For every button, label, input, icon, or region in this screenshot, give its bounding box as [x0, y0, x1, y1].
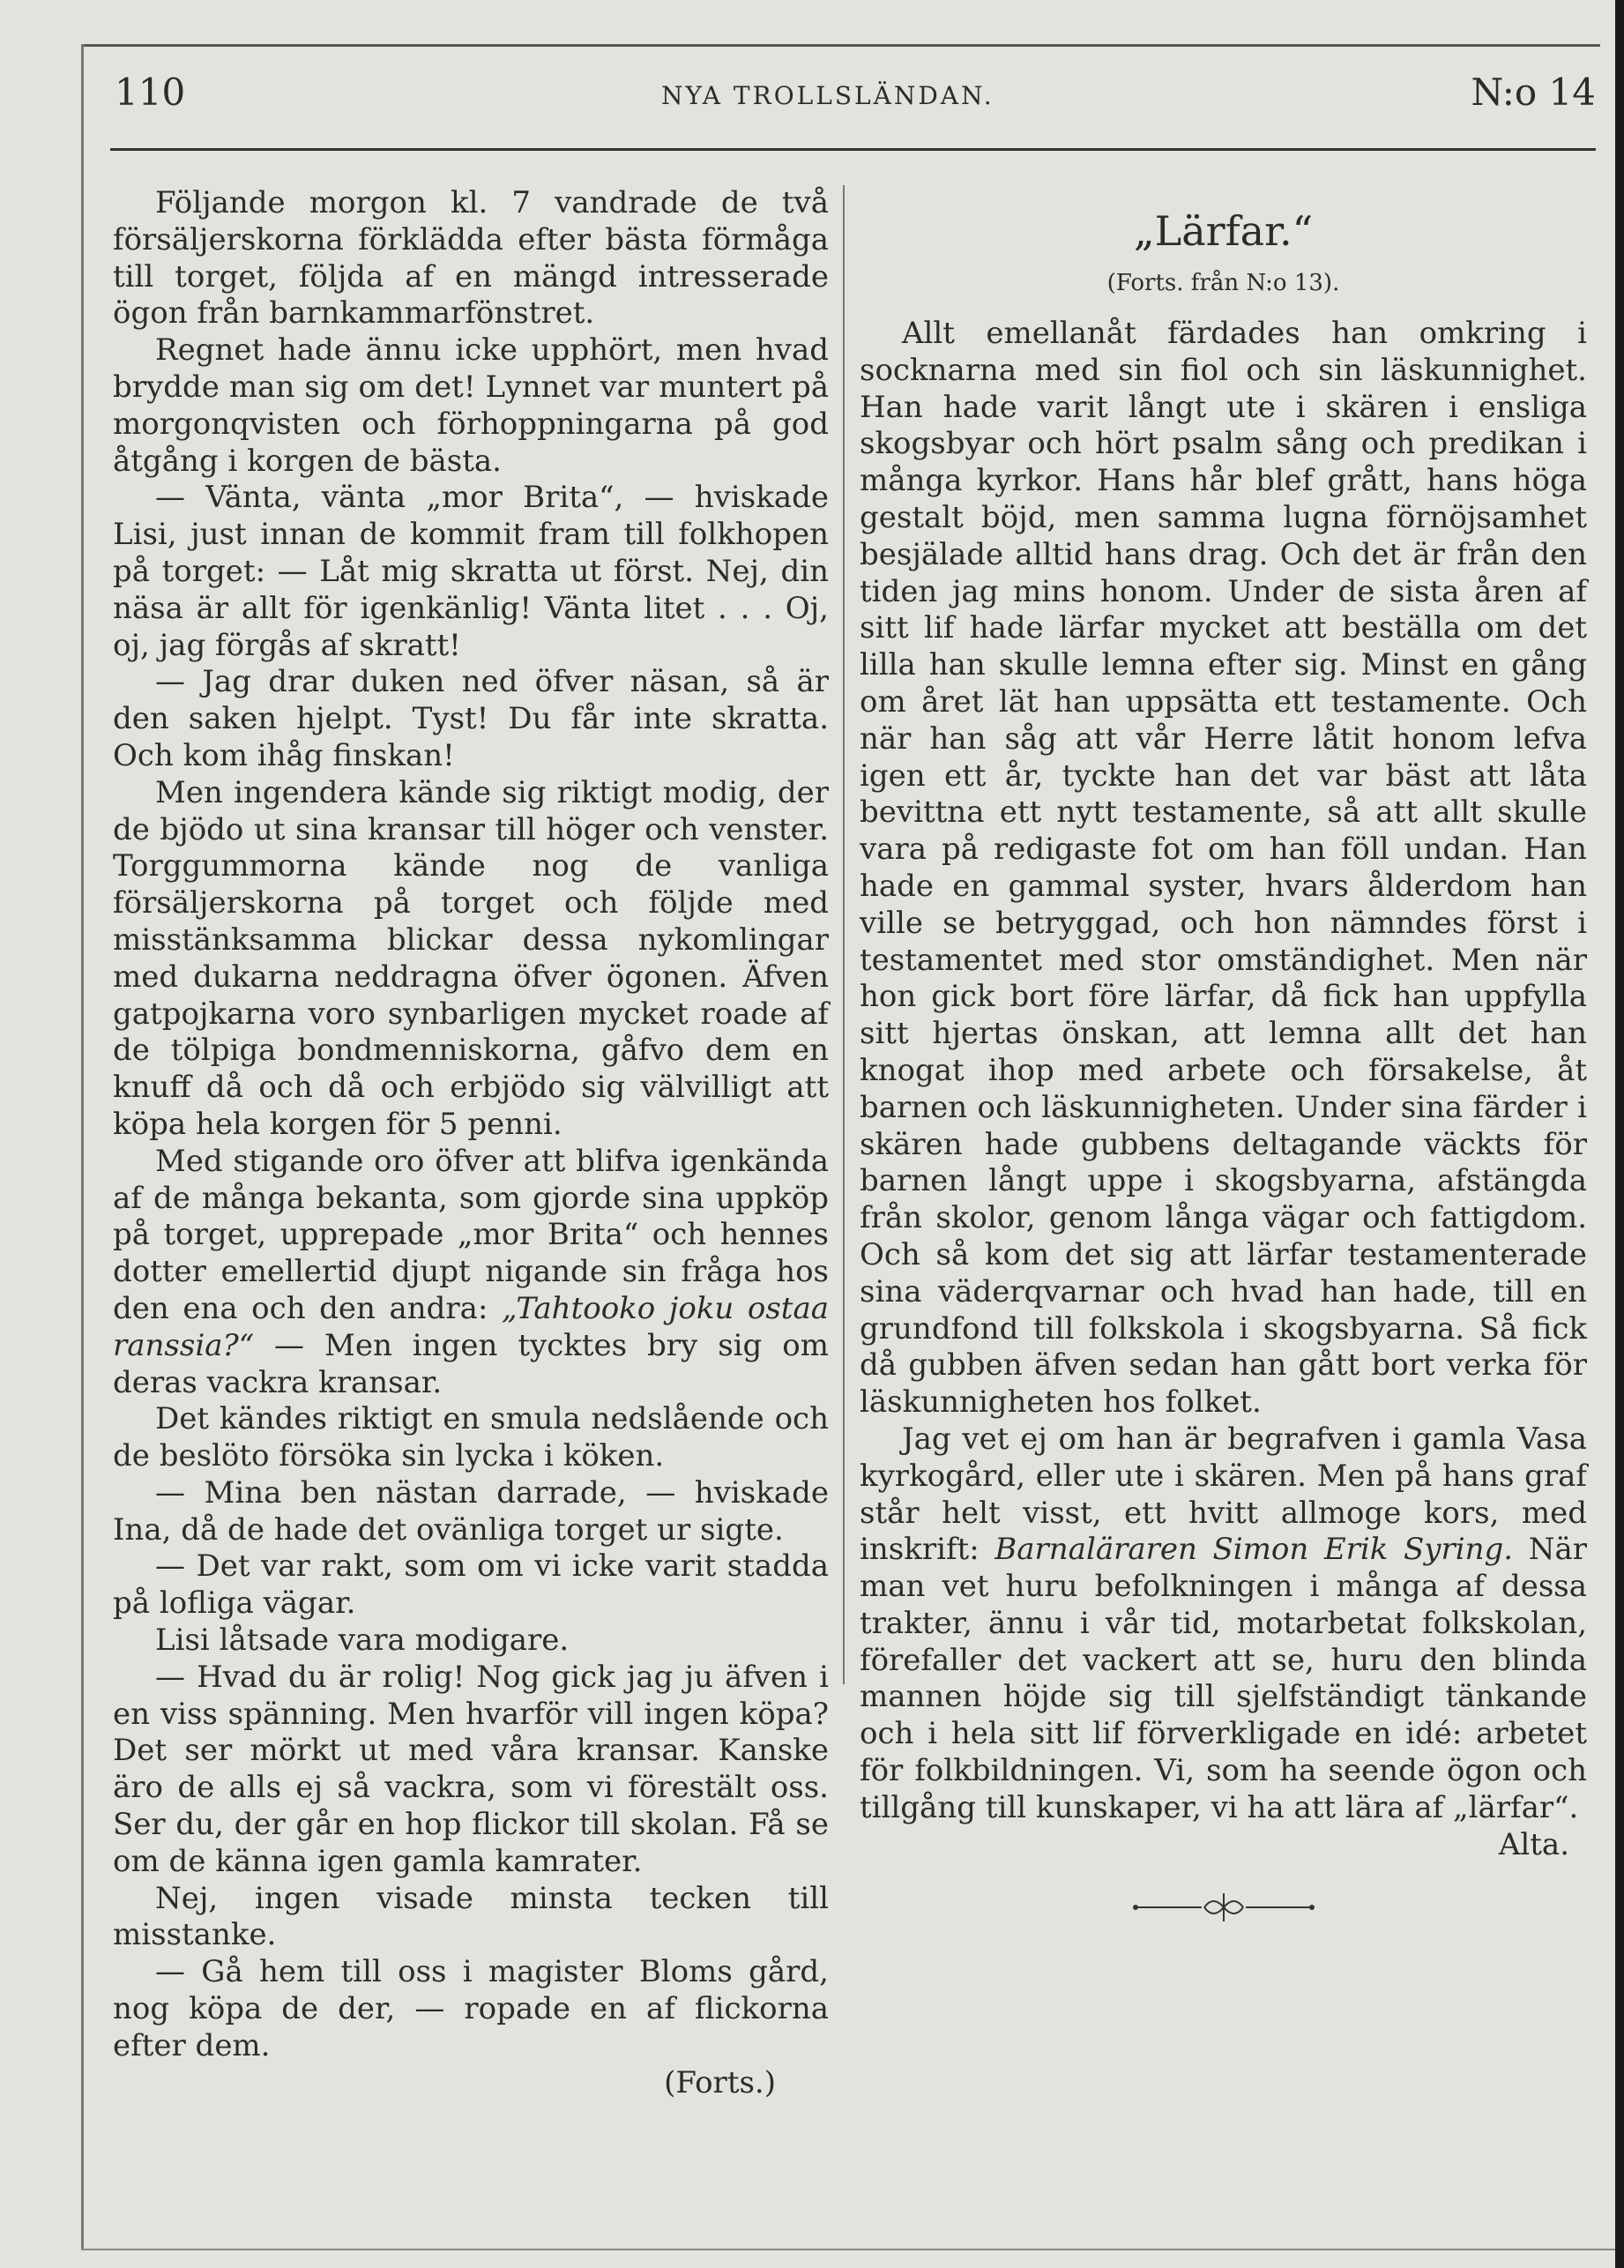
page-edge-left [81, 44, 84, 2249]
page-number: 110 [115, 71, 186, 114]
column-divider [843, 185, 845, 1684]
author-signature: Alta. [1498, 1826, 1569, 1862]
paragraph-text: — Men ingen tycktes bry sig om deras vackra kransar. [113, 1327, 829, 1400]
paragraph: — Gå hem till oss i magister Bloms gård, nog köpa de der, — ropade en af flickorna efter dem. [113, 1954, 829, 2063]
continued-line [113, 2065, 829, 2102]
article-title: „Lärfar.“ [1133, 207, 1314, 255]
grave-inscription: Barnaläraren Simon Erik Syring. [995, 1532, 1514, 1568]
continued-marker: (Forts.) [664, 2064, 776, 2100]
paragraph: Följande morgon kl. 7 vandrade de två försäljerskorna förklädda efter bästa förmåga till torget, följda af en mängd intresserade ögon från barnkammarfönstret. [113, 185, 829, 332]
paragraph: Det kändes riktigt en smula nedslående och de beslöto försöka sin lycka i köken. [113, 1401, 829, 1474]
page-edge-bottom [81, 2249, 1615, 2250]
page-header [115, 71, 1596, 123]
paragraph: — Hvad du är rolig! Nog gick jag ju äfven i en viss spänning. Men hvarför vill ingen köpa? Det ser mörkt ut med våra kransar. Kanske äro de alls ej så vackra, som vi förestält oss. Ser du, der går en hop flickor till skolan. Få se om de känna igen gamla kamrater. [113, 1659, 829, 1879]
paragraph-text: Jag vet ej om han är begrafven i gamla Vasa kyrkogård, eller ute i skären. Men på hans graf står helt visst, ett hvitt allmoge kors, med inskrift: [860, 1421, 1587, 1568]
paragraph-with-finnish [113, 1144, 829, 1402]
paragraph-text: Med stigande oro öfver att blifva igenkända af de många bekanta, som gjorde sina uppköp på torget, upprepade „mor Brita“ och hennes dotter emellertid djupt nigande sin fråga hos den ena och den andra: [113, 1143, 829, 1326]
header-rule [110, 148, 1596, 151]
right-column [860, 185, 1587, 1925]
finnish-phrase: „Tahtooko joku ostaa ranssia?“ [113, 1290, 829, 1363]
ornament-icon [1127, 1890, 1321, 1925]
paragraph: — Mina ben nästan darrade, — hviskade Ina, då de hade det ovänliga torget ur sigte. [113, 1474, 829, 1548]
paragraph: Allt emellanåt färdades han omkring i socknarna med sin fiol och sin läskunnighet. Han hade varit långt ute i skären i ensliga skogsbyar och hört psalm sång och predikan i många kyrkor. Hans hår blef grått, hans höga gestalt böjd, men samma lugna förnöjsamhet besjälade alltid hans drag. Och det är från den tiden jag mins honom. Under de sista åren af sitt lif hade lärfar mycket att beställa om det lilla han skulle lemna efter sig. Minst en gång om året lät han uppsätta ett testamente. Och när han såg att vår Herre låtit honom lefva igen ett år, tyckte han det var bäst att låta bevittna ett nytt testamente, så att allt skulle vara på redigaste fot om han föll undan. Han hade en gammal syster, hvars ålderdom han ville se betryggad, och hon nämndes först i testamentet med stor omständighet. Men när hon gick bort före lärfar, då fick han uppfylla sitt hjertas önskan, att lemna allt det han knogat ihop med arbete och försakelse, åt barnen och läskunnigheten. Under sina färder i skären hade gubbens deltagande väckts för barnen långt uppe i skogsbyarna, afstängda från skolor, genom långa vägar och fattigdom. Och så kom det sig att lärfar testamenterade sina väderqvarnar och hvad han hade, till en grundfond till folkskola i skogsbyarna. Så fick då gubben äfven sedan han gått bort verka för läskunnigheten hos folket. [860, 316, 1587, 1421]
paragraph: Men ingendera kände sig riktigt modig, der de bjödo ut sina kransar till höger och venster. Torggummorna kände nog de vanliga försäljerskorna på torget och följde med misstänksamma blickar dessa nykomlingar med dukarna neddragna öfver ögonen. Äfven gatpojkarna voro synbarligen mycket roade af de tölpiga bondmenniskorna, gåfvo dem en knuff då och då och erbjödo sig välvilligt att köpa hela korgen för 5 penni. [113, 774, 829, 1142]
article-subtitle: (Forts. från N:o 13). [1106, 270, 1340, 296]
issue-number: N:o 14 [1471, 71, 1596, 114]
left-column [113, 185, 829, 2101]
paragraph: Lisi låtsade vara modigare. [155, 1623, 570, 1659]
paragraph: — Vänta, vänta „mor Brita“, — hviskade Lisi, just innan de kommit fram till folkhopen på torget: — Låt mig skratta ut först. Nej, din näsa är allt för igenkänlig! Vänta litet . . . Oj, oj, jag förgås af skratt! [113, 480, 829, 663]
paragraph-with-inscription [860, 1421, 1587, 1827]
paragraph: Regnet hade ännu icke upphört, men hvad brydde man sig om det! Lynnet var muntert på morgonqvisten och förhoppningarna på god åtgång i korgen de bästa. [113, 332, 829, 479]
paragraph: Nej, ingen visade minsta tecken till misstanke. [113, 1880, 829, 1953]
page-edge-right [1615, 0, 1624, 2268]
paragraph-text: När man vet huru befolkningen i många af dessa trakter, ännu i vår tid, motarbetat folkskolan, förefaller det vackert att se, huru den blinda mannen höjde sig till sjelfständigt tänkande och i hela sitt lif förverkligade en idé: arbetet för folkbildningen. Vi, som ha seende ögon och tillgång till kunskaper, vi ha att lära af „lärfar“. [860, 1532, 1587, 1825]
page-edge-top [84, 44, 1600, 47]
paragraph: — Det var rakt, som om vi icke varit stadda på lofliga vägar. [113, 1548, 829, 1622]
journal-title: NYA TROLLSLÄNDAN. [661, 81, 995, 110]
paragraph: — Jag drar duken ned öfver näsan, så är den saken hjelpt. Tyst! Du får inte skratta. Och kom ihåg finskan! [113, 664, 829, 773]
